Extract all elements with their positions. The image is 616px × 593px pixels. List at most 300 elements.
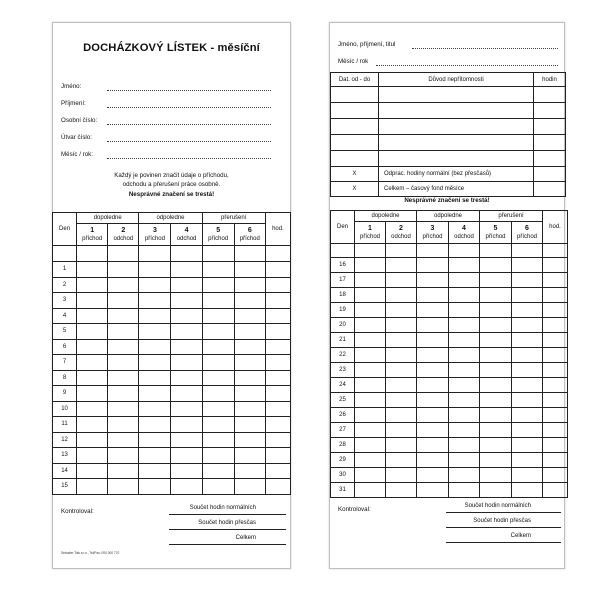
time-cell[interactable] bbox=[543, 468, 568, 483]
time-cell[interactable] bbox=[512, 273, 543, 288]
time-cell[interactable] bbox=[234, 417, 265, 433]
cell[interactable] bbox=[202, 246, 234, 262]
time-cell[interactable] bbox=[480, 288, 512, 303]
time-cell[interactable] bbox=[543, 288, 568, 303]
absence-cell[interactable] bbox=[331, 87, 379, 103]
time-cell[interactable] bbox=[202, 448, 234, 464]
time-cell[interactable] bbox=[543, 258, 568, 273]
time-cell[interactable] bbox=[265, 308, 290, 324]
time-cell[interactable] bbox=[449, 303, 480, 318]
time-cell[interactable] bbox=[108, 448, 139, 464]
day-row bbox=[331, 378, 568, 393]
cell[interactable] bbox=[355, 244, 386, 258]
time-cell[interactable] bbox=[480, 273, 512, 288]
time-cell[interactable] bbox=[386, 408, 417, 423]
time-cell[interactable] bbox=[202, 262, 234, 278]
day-number: 27 bbox=[331, 423, 355, 438]
time-cell[interactable] bbox=[77, 417, 108, 433]
col-header bbox=[386, 222, 417, 244]
time-cell[interactable] bbox=[480, 348, 512, 363]
time-cell[interactable] bbox=[171, 432, 202, 448]
time-cell[interactable] bbox=[386, 258, 417, 273]
time-cell[interactable] bbox=[171, 479, 202, 495]
time-cell[interactable] bbox=[108, 293, 139, 309]
time-cell[interactable] bbox=[202, 339, 234, 355]
time-cell[interactable] bbox=[202, 370, 234, 386]
time-cell[interactable] bbox=[108, 417, 139, 433]
absence-cell[interactable] bbox=[379, 103, 534, 119]
cell[interactable] bbox=[139, 246, 171, 262]
absence-cell[interactable] bbox=[331, 151, 379, 167]
time-cell[interactable] bbox=[543, 363, 568, 378]
time-cell[interactable] bbox=[139, 417, 171, 433]
day-row bbox=[53, 324, 291, 340]
group-1: odpoledne bbox=[417, 211, 480, 222]
time-cell[interactable] bbox=[386, 318, 417, 333]
absence-header bbox=[331, 73, 566, 87]
time-cell[interactable] bbox=[480, 303, 512, 318]
time-cell[interactable] bbox=[417, 303, 449, 318]
time-cell[interactable] bbox=[265, 417, 290, 433]
time-cell[interactable] bbox=[265, 293, 290, 309]
time-cell[interactable] bbox=[512, 423, 543, 438]
time-cell[interactable] bbox=[171, 324, 202, 340]
time-cell[interactable] bbox=[108, 324, 139, 340]
time-cell[interactable] bbox=[386, 348, 417, 363]
time-cell[interactable] bbox=[512, 438, 543, 453]
time-cell[interactable] bbox=[77, 355, 108, 371]
time-cell[interactable] bbox=[386, 393, 417, 408]
time-cell[interactable] bbox=[512, 468, 543, 483]
field-input-line[interactable] bbox=[107, 107, 271, 108]
col-number: 6 bbox=[525, 224, 529, 232]
summary-hours[interactable] bbox=[534, 182, 566, 197]
time-cell[interactable] bbox=[417, 453, 449, 468]
time-cell[interactable] bbox=[480, 318, 512, 333]
time-cell[interactable] bbox=[417, 333, 449, 348]
col-label: odchod bbox=[454, 233, 474, 240]
time-cell[interactable] bbox=[77, 370, 108, 386]
time-cell[interactable] bbox=[139, 324, 171, 340]
time-cell[interactable] bbox=[108, 386, 139, 402]
time-cell[interactable] bbox=[77, 448, 108, 464]
notice-warning-back: Nesprávné značení se trestá! bbox=[404, 197, 490, 204]
time-cell[interactable] bbox=[234, 448, 265, 464]
time-cell[interactable] bbox=[543, 333, 568, 348]
time-cell[interactable] bbox=[234, 401, 265, 417]
cell[interactable] bbox=[543, 244, 568, 258]
time-cell[interactable] bbox=[543, 438, 568, 453]
time-cell[interactable] bbox=[386, 483, 417, 498]
time-cell[interactable] bbox=[139, 355, 171, 371]
absence-cell[interactable] bbox=[534, 119, 566, 135]
day-number: 31 bbox=[331, 483, 355, 498]
field-input-line[interactable] bbox=[107, 141, 271, 142]
time-cell[interactable] bbox=[512, 258, 543, 273]
time-cell[interactable] bbox=[355, 408, 386, 423]
time-cell[interactable] bbox=[139, 277, 171, 293]
time-cell[interactable] bbox=[108, 339, 139, 355]
field-input-line[interactable] bbox=[107, 124, 271, 125]
time-cell[interactable] bbox=[386, 468, 417, 483]
time-cell[interactable] bbox=[265, 339, 290, 355]
time-cell[interactable] bbox=[171, 293, 202, 309]
time-cell[interactable] bbox=[480, 468, 512, 483]
time-cell[interactable] bbox=[139, 370, 171, 386]
time-cell[interactable] bbox=[234, 432, 265, 448]
time-cell[interactable] bbox=[202, 432, 234, 448]
col-header bbox=[77, 224, 108, 246]
time-cell[interactable] bbox=[108, 355, 139, 371]
time-cell[interactable] bbox=[77, 401, 108, 417]
time-cell[interactable] bbox=[386, 453, 417, 468]
time-cell[interactable] bbox=[139, 479, 171, 495]
time-cell[interactable] bbox=[202, 417, 234, 433]
absence-table bbox=[330, 72, 566, 197]
time-cell[interactable] bbox=[417, 468, 449, 483]
field-label: Útvar číslo: bbox=[61, 134, 92, 141]
time-cell[interactable] bbox=[449, 423, 480, 438]
time-cell[interactable] bbox=[77, 432, 108, 448]
absence-cell[interactable] bbox=[534, 103, 566, 119]
absence-cell[interactable] bbox=[331, 103, 379, 119]
cell[interactable] bbox=[108, 246, 139, 262]
time-cell[interactable] bbox=[512, 363, 543, 378]
time-cell[interactable] bbox=[512, 483, 543, 498]
cell[interactable] bbox=[53, 246, 77, 262]
time-cell[interactable] bbox=[171, 262, 202, 278]
time-cell[interactable] bbox=[386, 333, 417, 348]
time-cell[interactable] bbox=[480, 408, 512, 423]
col-header bbox=[202, 224, 234, 246]
time-cell[interactable] bbox=[355, 468, 386, 483]
time-cell[interactable] bbox=[449, 273, 480, 288]
attendance-card-back bbox=[329, 22, 565, 569]
time-cell[interactable] bbox=[355, 348, 386, 363]
time-cell[interactable] bbox=[77, 479, 108, 495]
time-cell[interactable] bbox=[108, 463, 139, 479]
time-cell[interactable] bbox=[355, 423, 386, 438]
time-cell[interactable] bbox=[265, 277, 290, 293]
time-cell[interactable] bbox=[355, 363, 386, 378]
time-cell[interactable] bbox=[202, 293, 234, 309]
cell[interactable] bbox=[331, 244, 355, 258]
field-input-line[interactable] bbox=[107, 90, 271, 91]
time-cell[interactable] bbox=[171, 463, 202, 479]
time-cell[interactable] bbox=[417, 288, 449, 303]
time-cell[interactable] bbox=[543, 273, 568, 288]
time-cell[interactable] bbox=[480, 483, 512, 498]
time-cell[interactable] bbox=[480, 393, 512, 408]
mark-x: X bbox=[331, 167, 379, 182]
field-input-line[interactable] bbox=[376, 65, 558, 66]
time-cell[interactable] bbox=[355, 318, 386, 333]
time-cell[interactable] bbox=[417, 348, 449, 363]
time-cell[interactable] bbox=[171, 370, 202, 386]
time-cell[interactable] bbox=[417, 273, 449, 288]
day-row bbox=[53, 463, 291, 479]
time-cell[interactable] bbox=[171, 386, 202, 402]
time-cell[interactable] bbox=[355, 288, 386, 303]
time-cell[interactable] bbox=[512, 348, 543, 363]
field-input-line[interactable] bbox=[107, 158, 271, 159]
cell[interactable] bbox=[480, 244, 512, 258]
time-cell[interactable] bbox=[512, 318, 543, 333]
day-number: 1 bbox=[53, 262, 77, 278]
field-row bbox=[338, 58, 558, 67]
time-cell[interactable] bbox=[449, 333, 480, 348]
col-hod: hod. bbox=[543, 211, 568, 244]
time-cell[interactable] bbox=[417, 483, 449, 498]
time-cell[interactable] bbox=[77, 277, 108, 293]
time-cell[interactable] bbox=[171, 448, 202, 464]
group-2: přerušení bbox=[480, 211, 543, 222]
absence-cell[interactable] bbox=[379, 151, 534, 167]
time-cell[interactable] bbox=[171, 417, 202, 433]
time-cell[interactable] bbox=[386, 438, 417, 453]
field-row bbox=[61, 134, 271, 143]
day-number: 19 bbox=[331, 303, 355, 318]
time-cell[interactable] bbox=[449, 408, 480, 423]
cell[interactable] bbox=[512, 244, 543, 258]
time-cell[interactable] bbox=[512, 453, 543, 468]
cell[interactable] bbox=[417, 244, 449, 258]
time-cell[interactable] bbox=[480, 258, 512, 273]
time-cell[interactable] bbox=[449, 483, 480, 498]
time-cell[interactable] bbox=[543, 453, 568, 468]
time-cell[interactable] bbox=[77, 308, 108, 324]
time-cell[interactable] bbox=[355, 378, 386, 393]
time-cell[interactable] bbox=[265, 432, 290, 448]
time-cell[interactable] bbox=[355, 273, 386, 288]
time-cell[interactable] bbox=[234, 339, 265, 355]
time-cell[interactable] bbox=[108, 432, 139, 448]
time-cell[interactable] bbox=[234, 386, 265, 402]
time-cell[interactable] bbox=[234, 324, 265, 340]
time-cell[interactable] bbox=[480, 333, 512, 348]
time-cell[interactable] bbox=[171, 277, 202, 293]
cell[interactable] bbox=[171, 246, 202, 262]
printer-imprint: Selvaker Tisk s.r.o., Tel/Fax: 000 000 770 bbox=[61, 551, 120, 555]
time-cell[interactable] bbox=[355, 333, 386, 348]
time-cell[interactable] bbox=[265, 386, 290, 402]
time-cell[interactable] bbox=[480, 453, 512, 468]
time-cell[interactable] bbox=[386, 378, 417, 393]
time-cell[interactable] bbox=[355, 438, 386, 453]
header-group-row bbox=[53, 213, 291, 224]
time-cell[interactable] bbox=[355, 393, 386, 408]
day-number: 22 bbox=[331, 348, 355, 363]
time-cell[interactable] bbox=[265, 370, 290, 386]
time-cell[interactable] bbox=[543, 423, 568, 438]
time-cell[interactable] bbox=[108, 370, 139, 386]
day-row bbox=[331, 273, 568, 288]
time-cell[interactable] bbox=[512, 393, 543, 408]
time-cell[interactable] bbox=[543, 408, 568, 423]
absence-cell[interactable] bbox=[379, 135, 534, 151]
time-cell[interactable] bbox=[139, 293, 171, 309]
time-cell[interactable] bbox=[77, 463, 108, 479]
time-cell[interactable] bbox=[265, 463, 290, 479]
time-cell[interactable] bbox=[386, 288, 417, 303]
time-cell[interactable] bbox=[265, 479, 290, 495]
absence-cell[interactable] bbox=[534, 135, 566, 151]
time-cell[interactable] bbox=[512, 333, 543, 348]
cell[interactable] bbox=[386, 244, 417, 258]
time-cell[interactable] bbox=[108, 401, 139, 417]
time-cell[interactable] bbox=[202, 277, 234, 293]
time-cell[interactable] bbox=[139, 463, 171, 479]
time-cell[interactable] bbox=[139, 262, 171, 278]
day-row bbox=[331, 258, 568, 273]
day-row bbox=[331, 468, 568, 483]
time-cell[interactable] bbox=[543, 483, 568, 498]
kontroloval-label: Kontroloval: bbox=[61, 508, 94, 515]
time-cell[interactable] bbox=[355, 483, 386, 498]
time-cell[interactable] bbox=[386, 423, 417, 438]
time-cell[interactable] bbox=[202, 324, 234, 340]
time-cell[interactable] bbox=[202, 386, 234, 402]
time-cell[interactable] bbox=[171, 355, 202, 371]
cell[interactable] bbox=[77, 246, 108, 262]
absence-cell[interactable] bbox=[534, 151, 566, 167]
header-group-row bbox=[331, 211, 568, 222]
time-cell[interactable] bbox=[512, 408, 543, 423]
time-cell[interactable] bbox=[512, 303, 543, 318]
time-cell[interactable] bbox=[77, 293, 108, 309]
cell[interactable] bbox=[234, 246, 265, 262]
time-cell[interactable] bbox=[417, 318, 449, 333]
time-cell[interactable] bbox=[480, 378, 512, 393]
time-cell[interactable] bbox=[202, 479, 234, 495]
day-row bbox=[331, 303, 568, 318]
time-cell[interactable] bbox=[417, 438, 449, 453]
time-cell[interactable] bbox=[386, 363, 417, 378]
day-row bbox=[53, 432, 291, 448]
time-cell[interactable] bbox=[234, 370, 265, 386]
time-cell[interactable] bbox=[108, 277, 139, 293]
time-cell[interactable] bbox=[234, 355, 265, 371]
time-cell[interactable] bbox=[543, 393, 568, 408]
time-cell[interactable] bbox=[265, 262, 290, 278]
time-cell[interactable] bbox=[139, 448, 171, 464]
time-cell[interactable] bbox=[449, 348, 480, 363]
time-cell[interactable] bbox=[417, 423, 449, 438]
time-cell[interactable] bbox=[480, 423, 512, 438]
time-cell[interactable] bbox=[355, 258, 386, 273]
col-number: 3 bbox=[152, 226, 157, 234]
time-cell[interactable] bbox=[77, 324, 108, 340]
time-cell[interactable] bbox=[417, 258, 449, 273]
time-cell[interactable] bbox=[449, 453, 480, 468]
absence-cell[interactable] bbox=[331, 135, 379, 151]
time-cell[interactable] bbox=[234, 277, 265, 293]
time-cell[interactable] bbox=[202, 355, 234, 371]
time-cell[interactable] bbox=[355, 453, 386, 468]
time-cell[interactable] bbox=[355, 303, 386, 318]
time-cell[interactable] bbox=[77, 339, 108, 355]
time-cell[interactable] bbox=[77, 386, 108, 402]
time-cell[interactable] bbox=[265, 401, 290, 417]
time-cell[interactable] bbox=[171, 339, 202, 355]
time-cell[interactable] bbox=[202, 401, 234, 417]
time-cell[interactable] bbox=[139, 339, 171, 355]
absence-cell[interactable] bbox=[379, 119, 534, 135]
time-cell[interactable] bbox=[449, 468, 480, 483]
time-cell[interactable] bbox=[417, 393, 449, 408]
cell[interactable] bbox=[265, 246, 290, 262]
time-cell[interactable] bbox=[449, 438, 480, 453]
day-number: 14 bbox=[53, 463, 77, 479]
time-cell[interactable] bbox=[449, 378, 480, 393]
time-cell[interactable] bbox=[449, 318, 480, 333]
time-cell[interactable] bbox=[234, 479, 265, 495]
time-cell[interactable] bbox=[480, 363, 512, 378]
time-cell[interactable] bbox=[449, 288, 480, 303]
field-input-line[interactable] bbox=[412, 48, 558, 49]
col-number: 5 bbox=[216, 226, 221, 234]
time-cell[interactable] bbox=[139, 386, 171, 402]
absence-cell[interactable] bbox=[534, 87, 566, 103]
time-cell[interactable] bbox=[543, 348, 568, 363]
time-cell[interactable] bbox=[449, 363, 480, 378]
absence-cell[interactable] bbox=[379, 87, 534, 103]
time-cell[interactable] bbox=[417, 363, 449, 378]
time-cell[interactable] bbox=[265, 324, 290, 340]
time-cell[interactable] bbox=[202, 463, 234, 479]
mark-x: X bbox=[331, 182, 379, 197]
time-cell[interactable] bbox=[171, 308, 202, 324]
day-number: 21 bbox=[331, 333, 355, 348]
time-cell[interactable] bbox=[386, 303, 417, 318]
time-cell[interactable] bbox=[512, 378, 543, 393]
time-cell[interactable] bbox=[108, 262, 139, 278]
time-cell[interactable] bbox=[417, 378, 449, 393]
time-cell[interactable] bbox=[265, 355, 290, 371]
time-cell[interactable] bbox=[139, 308, 171, 324]
time-cell[interactable] bbox=[543, 378, 568, 393]
day-number: 5 bbox=[53, 324, 77, 340]
time-cell[interactable] bbox=[234, 293, 265, 309]
time-cell[interactable] bbox=[449, 258, 480, 273]
time-cell[interactable] bbox=[171, 401, 202, 417]
summary-hours[interactable] bbox=[534, 167, 566, 182]
time-cell[interactable] bbox=[77, 262, 108, 278]
day-number: 4 bbox=[53, 308, 77, 324]
time-cell[interactable] bbox=[108, 479, 139, 495]
time-cell[interactable] bbox=[139, 432, 171, 448]
time-cell[interactable] bbox=[386, 273, 417, 288]
time-cell[interactable] bbox=[265, 448, 290, 464]
time-cell[interactable] bbox=[512, 288, 543, 303]
cell[interactable] bbox=[449, 244, 480, 258]
time-cell[interactable] bbox=[480, 438, 512, 453]
time-cell[interactable] bbox=[234, 308, 265, 324]
time-cell[interactable] bbox=[543, 318, 568, 333]
absence-summary-row bbox=[331, 167, 566, 182]
time-cell[interactable] bbox=[139, 401, 171, 417]
absence-cell[interactable] bbox=[331, 119, 379, 135]
time-cell[interactable] bbox=[202, 308, 234, 324]
col-hod: hod. bbox=[265, 213, 290, 246]
time-cell[interactable] bbox=[543, 303, 568, 318]
time-cell[interactable] bbox=[234, 463, 265, 479]
day-number: 8 bbox=[53, 370, 77, 386]
time-cell[interactable] bbox=[234, 262, 265, 278]
time-cell[interactable] bbox=[449, 393, 480, 408]
time-cell[interactable] bbox=[417, 408, 449, 423]
time-cell[interactable] bbox=[108, 308, 139, 324]
